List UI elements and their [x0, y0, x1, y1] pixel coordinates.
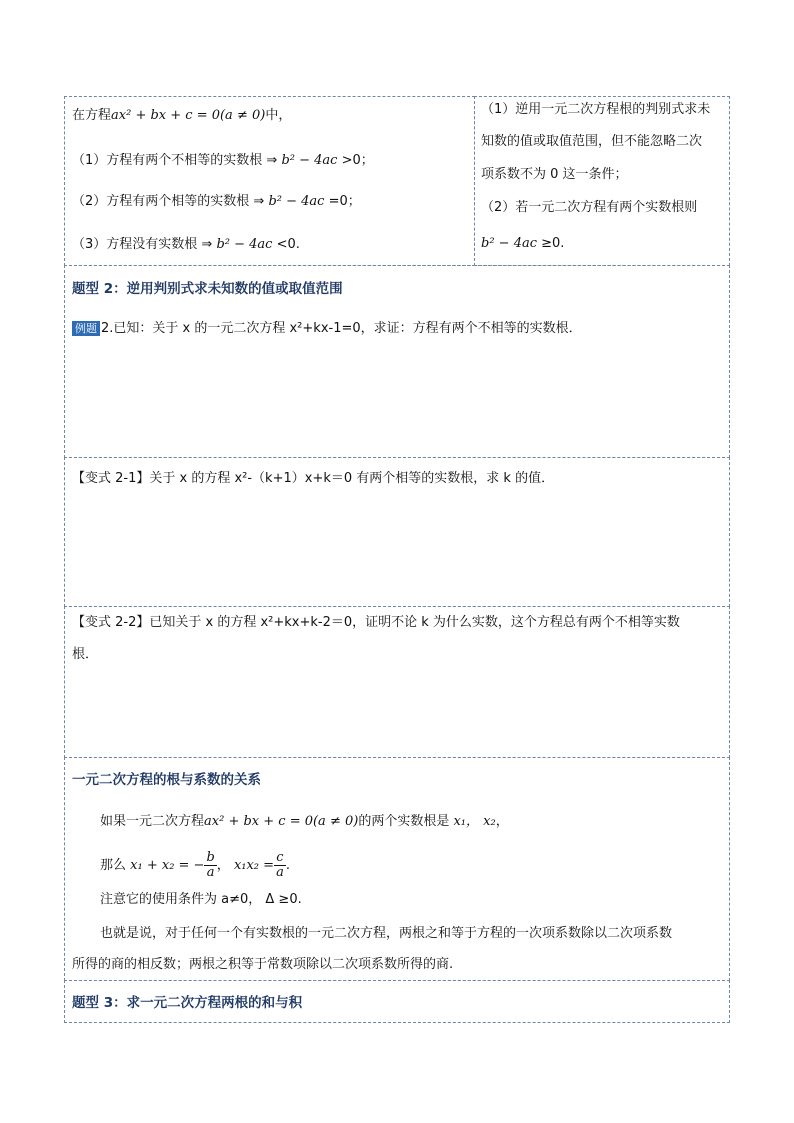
variant22-line2: 根．	[72, 647, 99, 662]
frac1-num: b	[206, 850, 215, 865]
relation-line4: 也就是说，对于任何一个有实数根的一元二次方程，两根之和等于方程的一次项系数除以二次项系数	[100, 926, 673, 941]
frac1-den: a	[206, 865, 215, 880]
case1-tail: >0；	[337, 153, 374, 168]
type3-heading: 题型 3：求一元二次方程两根的和与积	[72, 995, 303, 1011]
type2-example	[72, 319, 582, 339]
relation-line5: 所得的商的相反数；两根之积等于常数项除以二次项系数所得的商.	[72, 957, 454, 972]
variant21-text: 关于 x 的方程 x²-（k+1）x+k＝0 有两个相等的实数根，求 k 的值．	[149, 471, 555, 486]
intro-right-line1: （1）逆用一元二次方程根的判别式求未	[481, 102, 711, 117]
case2-text: （2）方程有两个相等的实数根 ⇒	[72, 194, 269, 209]
relation-line2-tail: .	[285, 858, 290, 873]
intro-case1	[72, 151, 374, 171]
intro-case2	[72, 192, 361, 212]
intro-right-line5	[481, 234, 564, 254]
case2-tail: =0；	[324, 194, 361, 209]
relation-line1-prefix: 如果一元二次方程	[100, 814, 205, 829]
intro-right-line3: 项系数不为 0 这一条件；	[481, 167, 628, 182]
case3-text: （3）方程没有实数根 ⇒	[72, 237, 217, 252]
relation-line2	[100, 846, 290, 886]
example-text: 2.已知：关于 x 的一元二次方程 x²+kx-1=0，求证：方程有两个不相等的实数根．	[101, 321, 582, 336]
intro-line0-suffix: 中，	[265, 108, 292, 123]
variant22-line1	[72, 613, 680, 633]
intro-right-line5-math: b² − 4ac	[481, 236, 537, 251]
type2-heading: 题型 2：逆用判别式求未知数的值或取值范围	[72, 281, 343, 297]
fraction-b-over-a	[204, 851, 216, 880]
intro-line0-math: ax² + bx + c = 0(a ≠ 0)	[111, 108, 266, 123]
frac2-num: c	[274, 851, 286, 866]
relation-line3: 注意它的使用条件为 a≠0， Δ ≥0.	[100, 892, 302, 907]
relation-line2-sep: ，	[216, 858, 230, 873]
case2-math: b² − 4ac	[268, 194, 325, 209]
relation-line1-math: ax² + bx + c = 0(a ≠ 0)	[204, 814, 359, 829]
variant21-line	[72, 469, 554, 489]
relation-line1-roots: x₁， x₂	[453, 814, 496, 829]
relation-line1-tail: ，	[495, 814, 509, 829]
variant22-text1: 已知关于 x 的方程 x²+kx+k-2＝0，证明不论 k 为什么实数，这个方程总有两个不相等实数	[149, 615, 680, 630]
intro-case3	[72, 235, 300, 255]
relation-line2-prefix: 那么	[100, 858, 127, 873]
intro-right-line4: （2）若一元二次方程有两个实数根则	[481, 200, 698, 215]
case3-tail: <0.	[272, 237, 300, 252]
intro-right-line2: 知数的值或取值范围，但不能忽略二次	[481, 134, 703, 149]
case3-math: b² − 4ac	[216, 237, 273, 252]
relation-prod: x₁x₂ =	[233, 858, 275, 873]
relation-heading: 一元二次方程的根与系数的关系	[72, 772, 261, 788]
variant22-label: 【变式 2-2】	[72, 615, 150, 630]
relation-line1	[100, 812, 509, 832]
case1-math: b² − 4ac	[281, 153, 338, 168]
case1-text: （1）方程有两个不相等的实数根 ⇒	[72, 153, 282, 168]
relation-line1-mid: 的两个实数根是	[358, 814, 450, 829]
frac2-den: a	[276, 865, 284, 880]
example-badge: 例题	[72, 321, 100, 336]
relation-sum: x₁ + x₂ = −	[130, 858, 205, 873]
intro-right-line5-tail: ≥0.	[537, 236, 565, 251]
intro-line0-prefix: 在方程	[72, 108, 112, 123]
intro-line0	[72, 106, 291, 126]
variant21-label: 【变式 2-1】	[72, 471, 150, 486]
fraction-c-over-a	[274, 851, 286, 880]
